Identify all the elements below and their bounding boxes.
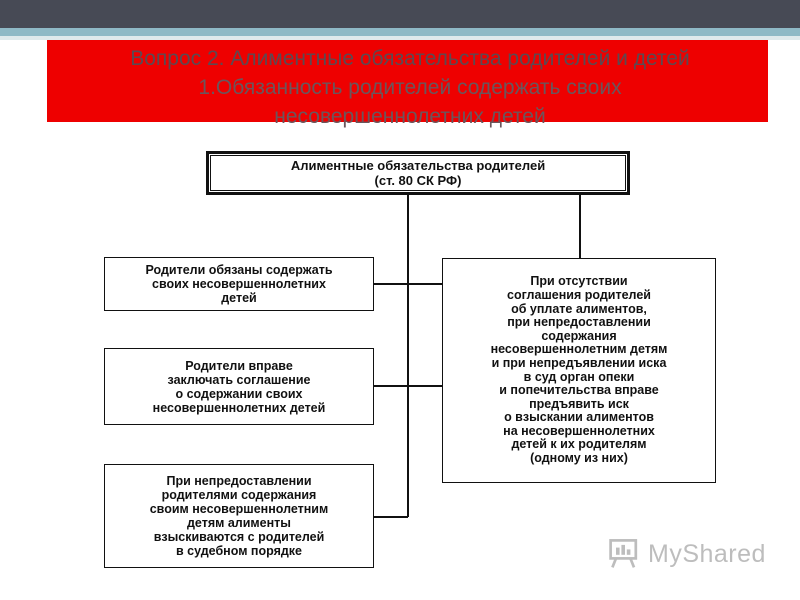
box-line: на несовершеннолетних bbox=[503, 423, 655, 438]
diagram-header-article: (ст. 80 СК РФ) bbox=[374, 173, 462, 188]
left-box-agreement bbox=[104, 348, 374, 425]
box-line: предъявить иск bbox=[529, 396, 629, 411]
box-line: Родители обязаны содержать bbox=[145, 263, 333, 277]
connector-right-drop bbox=[579, 195, 581, 258]
box-line: детей bbox=[221, 291, 257, 305]
top-bar bbox=[0, 0, 800, 28]
box-line: несовершеннолетним детям bbox=[490, 342, 668, 357]
left-box-court-recovery bbox=[104, 464, 374, 568]
box-line: При отсутствии bbox=[530, 274, 628, 289]
box-line: детей к их родителям bbox=[511, 437, 647, 452]
watermark-text: MyShared bbox=[648, 540, 766, 568]
box-line: при непредоставлении bbox=[507, 315, 651, 330]
connector-left-1 bbox=[373, 283, 408, 285]
box-line: о взыскании алиментов bbox=[504, 410, 654, 425]
slide-title-line-1: Вопрос 2. Алиментные обязательства родителей и детей bbox=[130, 47, 690, 70]
box-line: об уплате алиментов, bbox=[511, 301, 647, 316]
connector-left-2 bbox=[373, 385, 408, 387]
left-box-obligation bbox=[104, 257, 374, 311]
box-line: заключать соглашение bbox=[167, 372, 311, 387]
box-line: о содержании своих bbox=[175, 386, 303, 401]
box-line: (одному из них) bbox=[530, 451, 628, 466]
slide-title-line-2: 1.Обязанность родителей содержать своих bbox=[198, 76, 622, 99]
diagram-header-box bbox=[206, 151, 630, 195]
box-line: детям алименты bbox=[187, 516, 291, 530]
box-line: и при непредъявлении иска bbox=[491, 355, 667, 370]
box-line: родителями содержания bbox=[161, 488, 317, 502]
box-line: несовершеннолетних детей bbox=[152, 400, 326, 415]
box-line: При непредоставлении bbox=[166, 474, 312, 488]
connector-right-2 bbox=[408, 385, 442, 387]
connector-trunk bbox=[407, 195, 409, 517]
box-line: в судебном порядке bbox=[175, 544, 303, 558]
right-box-guardianship bbox=[442, 258, 716, 483]
box-line: своих несовершеннолетних bbox=[152, 277, 326, 291]
slide-title bbox=[40, 44, 780, 131]
slide-title-line-3: несовершеннолетних детей bbox=[274, 105, 546, 128]
connector-left-3 bbox=[373, 516, 408, 518]
accent-strip bbox=[0, 28, 800, 36]
box-line: взыскиваются с родителей bbox=[153, 530, 325, 544]
box-line: Родители вправе bbox=[185, 358, 293, 373]
connector-right-1 bbox=[408, 283, 442, 285]
box-line: содержания bbox=[541, 328, 617, 343]
box-line: в суд орган опеки bbox=[523, 369, 635, 384]
box-line: соглашения родителей bbox=[507, 287, 651, 302]
diagram-header-title: Алиментные обязательства родителей bbox=[290, 158, 546, 173]
presentation-board-icon bbox=[607, 535, 643, 571]
box-line: и попечительства вправе bbox=[499, 383, 659, 398]
box-line: своим несовершеннолетним bbox=[149, 502, 329, 516]
